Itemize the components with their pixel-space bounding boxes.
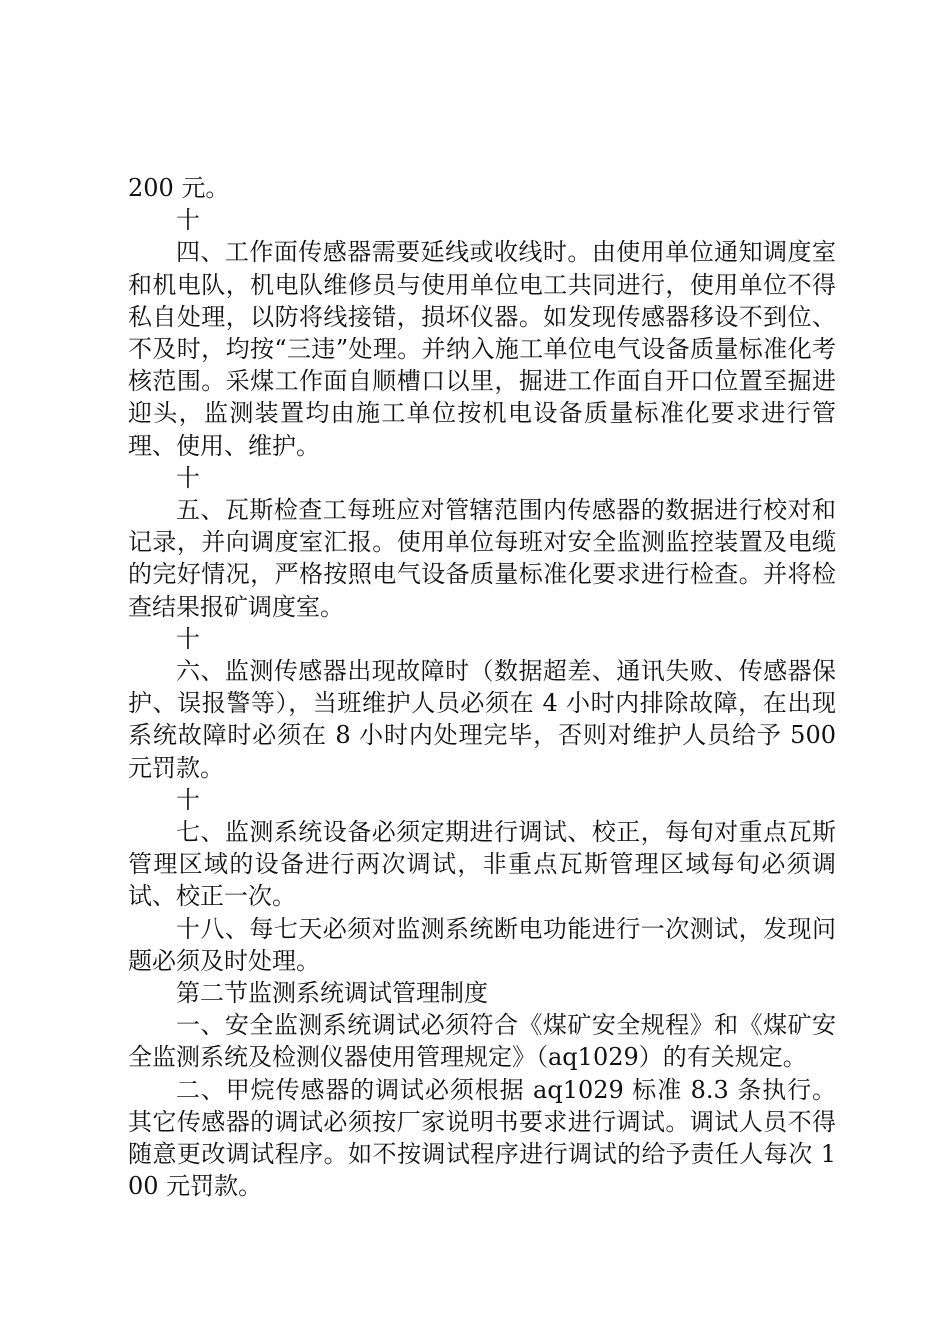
paragraph-7: 六、监测传感器出现故障时（数据超差、通讯失败、传感器保护、误报警等），当班维护人员必须在 4 小时内排除故障，在出现系统故障时必须在 8 小时内处理完毕，否则对维护人员给予 500 元罚款。 bbox=[128, 657, 836, 782]
paragraph-13: 二、甲烷传感器的调试必须根据 aq1029 标准 8.3 条执行。其它传感器的调试必须按厂家说明书要求进行调试。调试人员不得随意更改调试程序。如不按调试程序进行调试的给予责任人每次 100 元罚款。 bbox=[128, 1075, 836, 1201]
paragraph-4: 十 bbox=[176, 463, 200, 492]
paragraph-12: 一、安全监测系统调试必须符合《煤矿安全规程》和《煤矿安全监测系统及检测仪器使用管理规定》（aq1029）的有关规定。 bbox=[128, 1011, 836, 1072]
section-heading: 第二节监测系统调试管理制度 bbox=[176, 979, 488, 1008]
paragraph-6: 十 bbox=[176, 624, 200, 653]
paragraph-2: 十 bbox=[176, 206, 200, 235]
paragraph-10: 十八、每七天必须对监测系统断电功能进行一次测试，发现问题必须及时处理。 bbox=[128, 914, 836, 975]
paragraph-1: 200 元。 bbox=[128, 174, 230, 202]
paragraph-8: 十 bbox=[176, 785, 200, 814]
paragraph-3: 四、工作面传感器需要延线或收线时。由使用单位通知调度室和机电队，机电队维修员与使用单位电工共同进行，使用单位不得私自处理，以防将线接错，损坏仪器。如发现传感器移设不到位、不及时，均按“三违”处理。并纳入施工单位电气设备质量标准化考核范围。采煤工作面自顺槽口以里，掘进工作面自开口位置至掘进迎头，监测装置均由施工单位按机电设备质量标准化要求进行管理、使用、维护。 bbox=[128, 238, 836, 460]
paragraph-9: 七、监测系统设备必须定期进行调试、校正，每旬对重点瓦斯管理区域的设备进行两次调试，非重点瓦斯管理区域每旬必须调试、校正一次。 bbox=[128, 818, 836, 911]
paragraph-5: 五、瓦斯检查工每班应对管辖范围内传感器的数据进行校对和记录，并向调度室汇报。使用单位每班对安全监测监控装置及电缆的完好情况，严格按照电气设备质量标准化要求进行检查。并将检查结果报矿调度室。 bbox=[128, 496, 836, 621]
document-body bbox=[128, 172, 836, 1203]
